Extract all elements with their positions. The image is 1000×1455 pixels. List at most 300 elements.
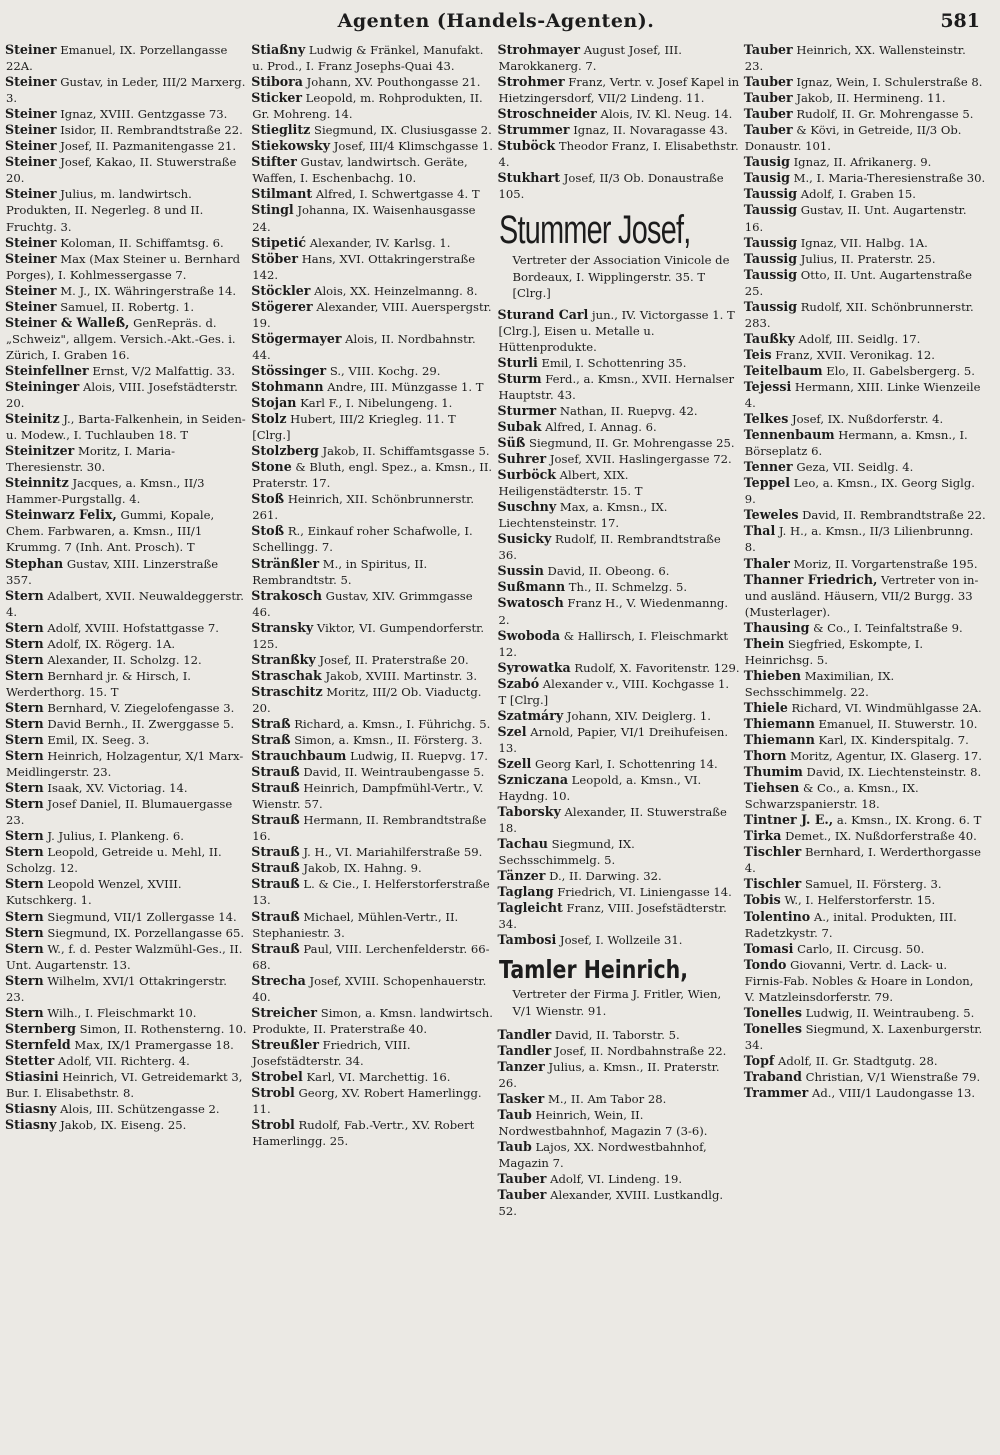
directory-entry xyxy=(745,716,986,732)
entry-details: A., inital. Produkten, III. Radetzkystr. 7. xyxy=(744,909,957,940)
entry-details: Heinrich, Holzagentur, X/1 Marx-Meidlingerstr. 23. xyxy=(6,749,244,780)
entry-details: J. H., VI. Mariahilferstraße 59. xyxy=(299,845,483,860)
entry-details: Adolf, VI. Lindeng. 19. xyxy=(546,1172,683,1186)
directory-entry xyxy=(745,620,986,636)
entry-name: Stoß xyxy=(251,491,285,507)
entry-name: Strauchbaum xyxy=(251,748,347,764)
entry-details: Alois, II. Nordbahnstr. 44. xyxy=(252,331,476,362)
entry-details: Giovanni, Vertr. d. Lack- u. Firnis-Fab. Nobles & Hoare in London, V. Matzleinsdorferstr. 79. xyxy=(744,957,974,1004)
directory-entry xyxy=(252,331,493,363)
directory-entry xyxy=(6,941,247,973)
directory-entry xyxy=(745,1085,986,1101)
directory-entry xyxy=(6,876,247,908)
entry-name: Strauß xyxy=(251,764,300,780)
entry-details: Adolf, IX. Rögerg. 1A. xyxy=(43,636,176,651)
directory-entry xyxy=(252,588,493,620)
directory-entry xyxy=(499,1027,740,1043)
entry-details: Heinrich, Wein, II. Nordwestbahnhof, Magazin 7 (3-6). xyxy=(498,1107,708,1138)
entry-name: Tischler xyxy=(743,844,802,860)
entry-name: Straschitz xyxy=(251,683,323,699)
directory-entry xyxy=(499,676,740,708)
entry-details: Jakob, IX. Hahng. 9. xyxy=(299,861,422,876)
directory-entry xyxy=(745,556,986,572)
entry-name: Steinitz xyxy=(5,411,60,427)
entry-name: Thorn xyxy=(743,748,787,764)
entry-name: Tauber xyxy=(497,1171,547,1186)
directory-entry xyxy=(6,154,247,186)
directory-entry xyxy=(499,772,740,804)
directory-entry xyxy=(745,202,986,234)
directory-entry xyxy=(252,732,493,748)
entry-details: Gustav, XIV. Grimmgasse 46. xyxy=(252,588,473,619)
entry-name: Steiner xyxy=(5,42,57,57)
entry-name: Steiner xyxy=(5,186,57,202)
entry-details: Adolf, I. Graben 15. xyxy=(797,187,916,202)
entry-details: Josef, II. Pazmanitengasse 21. xyxy=(56,139,237,154)
directory-entry xyxy=(745,844,986,876)
entry-details: Leopold, m. Rohprodukten, II. Gr. Mohreng. 14. xyxy=(252,91,483,122)
directory-entry xyxy=(252,860,493,876)
directory-entry xyxy=(499,1187,740,1219)
directory-entry xyxy=(252,74,493,90)
entry-details: J., Barta-Falkenhein, in Seiden- u. Modew., I. Tuchlauben 18. T xyxy=(6,412,246,443)
directory-entry xyxy=(6,668,247,700)
entry-details: Koloman, II. Schiffamtsg. 6. xyxy=(56,235,224,250)
entry-name: Stössinger xyxy=(251,362,327,378)
entry-details: Alexander, XVIII. Lustkandlg. 52. xyxy=(498,1188,724,1219)
entry-name: Stroschneider xyxy=(497,106,597,122)
directory-entry xyxy=(499,355,740,371)
entry-name: Steiner xyxy=(5,154,57,170)
entry-details: Hermann, a. Kmsn., I. Börseplatz 6. xyxy=(744,428,968,459)
entry-details: Elo, II. Gabelsbergerg. 5. xyxy=(822,363,975,378)
entry-name: Strohmer xyxy=(497,74,565,90)
entry-name: Thanner Friedrich, xyxy=(743,571,878,587)
entry-details: Max (Max Steiner u. Bernhard Porges), I. Kohlmessergasse 7. xyxy=(6,251,241,282)
entry-details: Ad., VIII/1 Laudongasse 13. xyxy=(808,1086,976,1101)
entry-name: Taussig xyxy=(743,234,798,250)
entry-name: Strauß xyxy=(251,812,300,828)
entry-details: Arnold, Papier, VI/1 Dreihufeisen. 13. xyxy=(498,724,728,755)
entry-details: Julius, m. landwirtsch. Produkten, II. Negerleg. 8 und II. Fruchtg. 3. xyxy=(6,187,204,234)
entry-details: Hubert, III/2 Kriegleg. 11. T [Clrg.] xyxy=(252,412,456,443)
entry-name: Tachau xyxy=(497,836,548,852)
directory-entry xyxy=(499,1091,740,1107)
directory-entry xyxy=(499,804,740,836)
directory-column-1 xyxy=(6,42,247,1219)
entry-details: Ignaz, Wein, I. Schulerstraße 8. xyxy=(792,75,983,90)
entry-details: Andre, III. Münzgasse 1. T xyxy=(323,379,484,394)
entry-name: Sturli xyxy=(497,354,538,370)
entry-details: Hermann, II. Rembrandtstraße 16. xyxy=(252,813,487,844)
entry-name: Tänzer xyxy=(497,868,546,884)
entry-name: Strobl xyxy=(251,1085,295,1101)
entry-details: Nathan, II. Ruepvg. 42. xyxy=(556,403,698,418)
directory-entry xyxy=(252,154,493,186)
directory-entry xyxy=(745,892,986,908)
directory-entry xyxy=(499,451,740,467)
directory-entry xyxy=(6,748,247,780)
directory-entry xyxy=(6,828,247,844)
entry-details: Alexander, II. Scholzg. 12. xyxy=(43,652,202,667)
directory-entry xyxy=(499,307,740,355)
entry-name: Tambosi xyxy=(497,932,557,948)
entry-name: Taussig xyxy=(743,202,798,218)
entry-name: Streicher xyxy=(251,1004,318,1020)
entry-details: L. & Cie., I. Helferstorferstraße 13. xyxy=(252,877,490,908)
entry-name: Stern xyxy=(5,780,44,796)
entry-name: Steiner xyxy=(5,122,57,138)
entry-name: Stojan xyxy=(251,395,297,411)
directory-entry xyxy=(745,90,986,106)
entry-name: Steinwarz Felix, xyxy=(5,507,117,523)
directory-entry xyxy=(499,419,740,435)
directory-entry xyxy=(252,1005,493,1037)
entry-name: Steiner & Walleß, xyxy=(5,314,130,330)
entry-details: Th., II. Schmelzg. 5. xyxy=(565,580,688,595)
directory-entry xyxy=(6,716,247,732)
entry-name: Stern xyxy=(5,635,44,651)
entry-details: S., VIII. Kochg. 29. xyxy=(326,363,441,378)
entry-details: Viktor, VI. Gumpendorferstr. 125. xyxy=(252,620,485,651)
entry-name: Steiner xyxy=(5,282,57,298)
entry-details: Jakob, IX. Eiseng. 25. xyxy=(56,1118,187,1133)
entry-name: Tonelles xyxy=(743,1004,802,1020)
entry-name: Szel xyxy=(497,723,527,739)
entry-name: Tausig xyxy=(743,154,790,170)
directory-entry xyxy=(745,363,986,379)
entry-details: Geza, VII. Seidlg. 4. xyxy=(792,460,914,475)
directory-entry xyxy=(499,628,740,660)
directory-entry xyxy=(745,748,986,764)
directory-entry xyxy=(745,251,986,267)
directory-entry xyxy=(252,523,493,555)
entry-name: Stöber xyxy=(251,250,299,266)
advertisement-text: Vertreter der Firma J. Fritler, Wien, V/1 Wienstr. 91. xyxy=(512,987,722,1018)
entry-details: Moritz, Agentur, IX. Glaserg. 17. xyxy=(786,749,982,764)
entry-name: Steiner xyxy=(5,106,57,122)
entry-name: Tauber xyxy=(743,122,793,138)
entry-name: Stern xyxy=(5,908,44,924)
entry-details: M., II. Am Tabor 28. xyxy=(544,1091,667,1106)
entry-details: Bernhard, I. Werderthorgasse 4. xyxy=(744,845,981,876)
entry-name: Szabó xyxy=(497,675,540,691)
directory-entry xyxy=(499,122,740,138)
directory-entry xyxy=(252,909,493,941)
entry-name: Stoß xyxy=(251,523,285,539)
directory-entry xyxy=(745,1069,986,1085)
directory-entry xyxy=(6,443,247,475)
entry-details: Jakob, XVIII. Martinstr. 3. xyxy=(321,668,478,683)
entry-details: Georg Karl, I. Schottenring 14. xyxy=(531,756,718,771)
entry-details: Simon, a. Kmsn., II. Försterg. 3. xyxy=(290,733,483,748)
directory-column-4 xyxy=(745,42,986,1219)
entry-name: Taglang xyxy=(497,884,554,900)
directory-entry xyxy=(745,267,986,299)
directory-entry xyxy=(745,427,986,459)
entry-details: Ferd., a. Kmsn., XVII. Hernalser Hauptstr. 43. xyxy=(498,371,735,402)
directory-entry xyxy=(745,828,986,844)
entry-name: Telkes xyxy=(743,411,789,427)
entry-name: Stögermayer xyxy=(251,330,342,346)
entry-name: Stöckler xyxy=(251,282,311,298)
entry-details: Jakob, II. Schiffamtsgasse 5. xyxy=(318,444,490,459)
entry-name: Tagleicht xyxy=(497,900,563,916)
entry-details: Adolf, III. Seidlg. 17. xyxy=(794,331,921,346)
directory-columns xyxy=(6,42,986,1219)
entry-name: Tiehsen xyxy=(743,780,800,796)
entry-name: Stuböck xyxy=(497,138,556,154)
entry-details: Simon, a. Kmsn. landwirtsch. Produkte, II. Praterstraße 40. xyxy=(252,1005,493,1036)
directory-entry xyxy=(252,363,493,379)
directory-entry xyxy=(499,42,740,74)
entry-name: Teweles xyxy=(743,507,799,523)
entry-name: Stukhart xyxy=(497,170,561,186)
directory-entry xyxy=(252,379,493,395)
entry-name: Taborsky xyxy=(497,804,561,820)
entry-name: Stern xyxy=(5,972,44,988)
entry-name: Strauß xyxy=(251,780,300,796)
directory-entry xyxy=(499,1171,740,1187)
entry-details: Richard, a. Kmsn., I. Führichg. 5. xyxy=(290,716,491,731)
entry-name: Stern xyxy=(5,732,44,748)
directory-entry xyxy=(499,170,740,202)
entry-details: Franz, VIII. Josefstädterstr. 34. xyxy=(498,901,727,932)
directory-entry xyxy=(252,668,493,684)
entry-details: Ludwig, II. Weintraubeng. 5. xyxy=(801,1005,975,1020)
entry-name: Steininger xyxy=(5,378,80,394)
directory-entry xyxy=(252,812,493,844)
directory-entry xyxy=(6,588,247,620)
entry-name: Strauß xyxy=(251,940,300,956)
entry-name: Stohmann xyxy=(251,378,324,394)
entry-details: W., I. Helferstorferstr. 15. xyxy=(780,893,936,908)
entry-details: Adolf, XVIII. Hofstattgasse 7. xyxy=(43,620,219,635)
directory-entry xyxy=(6,1117,247,1133)
page-number: 581 xyxy=(940,10,980,32)
directory-entry xyxy=(252,491,493,523)
directory-entry xyxy=(252,941,493,973)
directory-entry xyxy=(252,90,493,122)
directory-entry xyxy=(745,106,986,122)
entry-details: Siegmund, X. Laxenburgerstr. 34. xyxy=(744,1021,983,1052)
directory-entry xyxy=(745,780,986,812)
entry-name: Topf xyxy=(743,1052,775,1068)
directory-entry xyxy=(6,1069,247,1101)
entry-details: Ludwig, II. Ruepvg. 17. xyxy=(346,749,488,764)
entry-details: Ignaz, VII. Halbg. 1A. xyxy=(797,235,928,250)
directory-entry xyxy=(252,202,493,234)
directory-entry xyxy=(6,1053,247,1069)
directory-entry xyxy=(6,796,247,828)
entry-details: Josef Daniel, II. Blumauergasse 23. xyxy=(6,797,233,828)
entry-name: Stolzberg xyxy=(251,443,319,459)
entry-details: J. Julius, I. Plankeng. 6. xyxy=(43,829,184,844)
directory-entry xyxy=(745,876,986,892)
directory-entry xyxy=(252,299,493,331)
entry-details: Alexander, II. Stuwerstraße 18. xyxy=(498,805,727,836)
directory-entry xyxy=(252,1037,493,1069)
entry-details: Josef, II/3 Ob. Donaustraße 105. xyxy=(498,171,724,202)
entry-name: Steiner xyxy=(5,234,57,250)
entry-name: Swatosch xyxy=(497,595,564,611)
directory-entry xyxy=(6,315,247,363)
entry-name: Strobl xyxy=(251,1117,295,1133)
entry-details: Ernst, V/2 Malfattig. 33. xyxy=(88,363,236,378)
directory-entry xyxy=(6,106,247,122)
directory-entry xyxy=(745,941,986,957)
directory-entry xyxy=(6,1101,247,1117)
directory-entry xyxy=(499,531,740,563)
directory-entry xyxy=(6,556,247,588)
entry-name: Stern xyxy=(5,748,44,764)
entry-details: Karl, IX. Kinderspitalg. 7. xyxy=(814,733,969,748)
directory-entry xyxy=(6,283,247,299)
entry-details: David, IX. Liechtensteinstr. 8. xyxy=(802,765,982,780)
directory-entry xyxy=(499,836,740,868)
entry-name: Stetter xyxy=(5,1052,55,1068)
directory-entry xyxy=(499,106,740,122)
entry-details: Heinrich, VI. Getreidemarkt 3, Bur. I. Elisabethstr. 8. xyxy=(6,1070,243,1101)
entry-name: Swoboda xyxy=(497,627,561,643)
directory-entry xyxy=(499,563,740,579)
entry-name: Taussig xyxy=(743,250,798,266)
directory-entry xyxy=(745,459,986,475)
entry-name: Tauber xyxy=(743,42,793,57)
directory-entry xyxy=(6,1005,247,1021)
directory-entry xyxy=(6,1037,247,1053)
directory-entry xyxy=(499,708,740,724)
directory-entry xyxy=(6,74,247,106)
entry-details: Rudolf, XII. Schönbrunnerstr. 283. xyxy=(744,299,974,330)
entry-details: Josef, II. Praterstraße 20. xyxy=(315,652,469,667)
directory-entry xyxy=(499,595,740,627)
entry-details: David, II. Taborstr. 5. xyxy=(551,1027,680,1042)
entry-name: Taub xyxy=(497,1138,532,1154)
entry-name: Tonelles xyxy=(743,1020,802,1036)
entry-details: David Bernh., II. Zwerggasse 5. xyxy=(43,716,235,731)
directory-entry xyxy=(745,299,986,331)
directory-entry xyxy=(6,299,247,315)
directory-entry xyxy=(745,909,986,941)
entry-name: Taussig xyxy=(743,186,798,202)
entry-details: Lajos, XX. Nordwestbahnhof, Magazin 7. xyxy=(498,1139,707,1170)
directory-entry xyxy=(499,1139,740,1171)
entry-name: Stiasny xyxy=(5,1117,57,1133)
directory-entry xyxy=(745,475,986,507)
entry-name: Strakosch xyxy=(251,587,322,603)
entry-name: Sturm xyxy=(497,370,542,386)
entry-details: jun., IV. Victorgasse 1. T [Clrg.], Eisen u. Metalle u. Hüttenprodukte. xyxy=(498,307,735,354)
entry-name: Stögerer xyxy=(251,298,313,314)
directory-entry xyxy=(499,756,740,772)
directory-entry xyxy=(6,1021,247,1037)
entry-details: Theodor Franz, I. Elisabethstr. 4. xyxy=(498,139,739,170)
directory-entry xyxy=(252,876,493,908)
entry-details: Moriz, II. Vorgartenstraße 195. xyxy=(789,556,978,571)
directory-entry xyxy=(252,459,493,491)
entry-details: Alois, IV. Kl. Neug. 14. xyxy=(596,107,733,122)
entry-name: Tomasi xyxy=(743,940,794,956)
entry-name: Trammer xyxy=(743,1085,809,1101)
entry-name: Teitelbaum xyxy=(743,362,823,378)
entry-details: David, II. Rembrandtstraße 22. xyxy=(798,508,986,523)
directory-entry xyxy=(745,764,986,780)
entry-details: Rudolf, X. Favoritenstr. 129. xyxy=(570,660,740,675)
directory-entry xyxy=(252,251,493,283)
entry-name: Süß xyxy=(497,434,526,450)
entry-name: Tirka xyxy=(743,828,782,844)
entry-name: Thumim xyxy=(743,764,803,780)
entry-name: Taub xyxy=(497,1106,532,1122)
directory-entry xyxy=(745,668,986,700)
entry-name: Stingl xyxy=(251,202,294,218)
entry-details: Maximilian, IX. Sechsschimmelg. 22. xyxy=(744,668,895,699)
directory-entry xyxy=(252,748,493,764)
entry-name: Thal xyxy=(743,523,776,539)
entry-details: Isidor, II. Rembrandtstraße 22. xyxy=(56,123,243,138)
entry-details: Josef, II. Nordbahnstraße 22. xyxy=(551,1043,727,1058)
entry-name: Strecha xyxy=(251,972,306,988)
entry-name: Tauber xyxy=(743,74,793,90)
entry-details: Siegmund, IX. Clusiusgasse 2. xyxy=(310,123,492,138)
entry-name: Stern xyxy=(5,924,44,940)
directory-entry xyxy=(499,868,740,884)
directory-entry xyxy=(252,1069,493,1085)
entry-details: Wilhelm, XVI/1 Ottakringerstr. 23. xyxy=(6,973,227,1004)
entry-name: Strummer xyxy=(497,122,570,138)
entry-name: Tischler xyxy=(743,876,802,892)
directory-entry xyxy=(6,844,247,876)
entry-name: Tintner J. E., xyxy=(743,812,834,828)
entry-details: Adalbert, XVII. Neuwaldeggerstr. 4. xyxy=(6,588,244,619)
directory-entry xyxy=(252,411,493,443)
entry-details: Alois, III. Schützengasse 2. xyxy=(56,1102,220,1117)
entry-name: Stern xyxy=(5,876,44,892)
entry-name: Thaler xyxy=(743,555,790,571)
entry-name: Syrowatka xyxy=(497,659,571,675)
entry-details: Leopold, a. Kmsn., VI. Haydng. 10. xyxy=(498,772,702,804)
entry-details: Heinrich, XII. Schönbrunnerstr. 261. xyxy=(252,492,475,523)
entry-details: Gummi, Kopale, Chem. Farbwaren, a. Kmsn., III/1 Krummg. 7 (Inh. Ant. Prosch). T xyxy=(6,508,215,555)
directory-entry xyxy=(252,1085,493,1117)
entry-name: Stern xyxy=(5,587,44,603)
entry-name: Stifter xyxy=(251,154,297,170)
entry-details: Moritz, I. Maria-Theresienstr. 30. xyxy=(6,444,176,475)
directory-entry xyxy=(499,403,740,419)
entry-name: Streußler xyxy=(251,1036,319,1052)
entry-name: Stranßky xyxy=(251,651,316,667)
entry-details: Josef, XVIII. Schopenhauerstr. 40. xyxy=(252,973,487,1004)
entry-details: David, II. Weintraubengasse 5. xyxy=(299,765,485,780)
entry-name: Tasker xyxy=(497,1090,545,1106)
entry-details: Siegmund, IX. Sechsschimmelg. 5. xyxy=(498,837,635,868)
entry-name: Thiemann xyxy=(743,732,815,748)
entry-name: Stieglitz xyxy=(251,122,311,138)
entry-details: R., Einkauf roher Schafwolle, I. Schellingg. 7. xyxy=(252,524,473,555)
entry-name: Steinfellner xyxy=(5,362,89,378)
directory-entry xyxy=(252,122,493,138)
directory-entry xyxy=(252,283,493,299)
entry-details: Karl, VI. Marchettig. 16. xyxy=(302,1070,451,1084)
directory-entry xyxy=(499,932,740,948)
directory-entry xyxy=(745,379,986,411)
entry-name: Stränßler xyxy=(251,555,320,571)
entry-details: Alexander, VIII. Auerspergstr. 19. xyxy=(252,299,492,330)
directory-entry xyxy=(499,138,740,170)
entry-details: & Bluth, engl. Spez., a. Kmsn., II. Praterstr. 17. xyxy=(252,460,493,491)
entry-details: Gustav, landwirtsch. Geräte, Waffen, I. Eschenbachg. 10. xyxy=(252,155,468,186)
